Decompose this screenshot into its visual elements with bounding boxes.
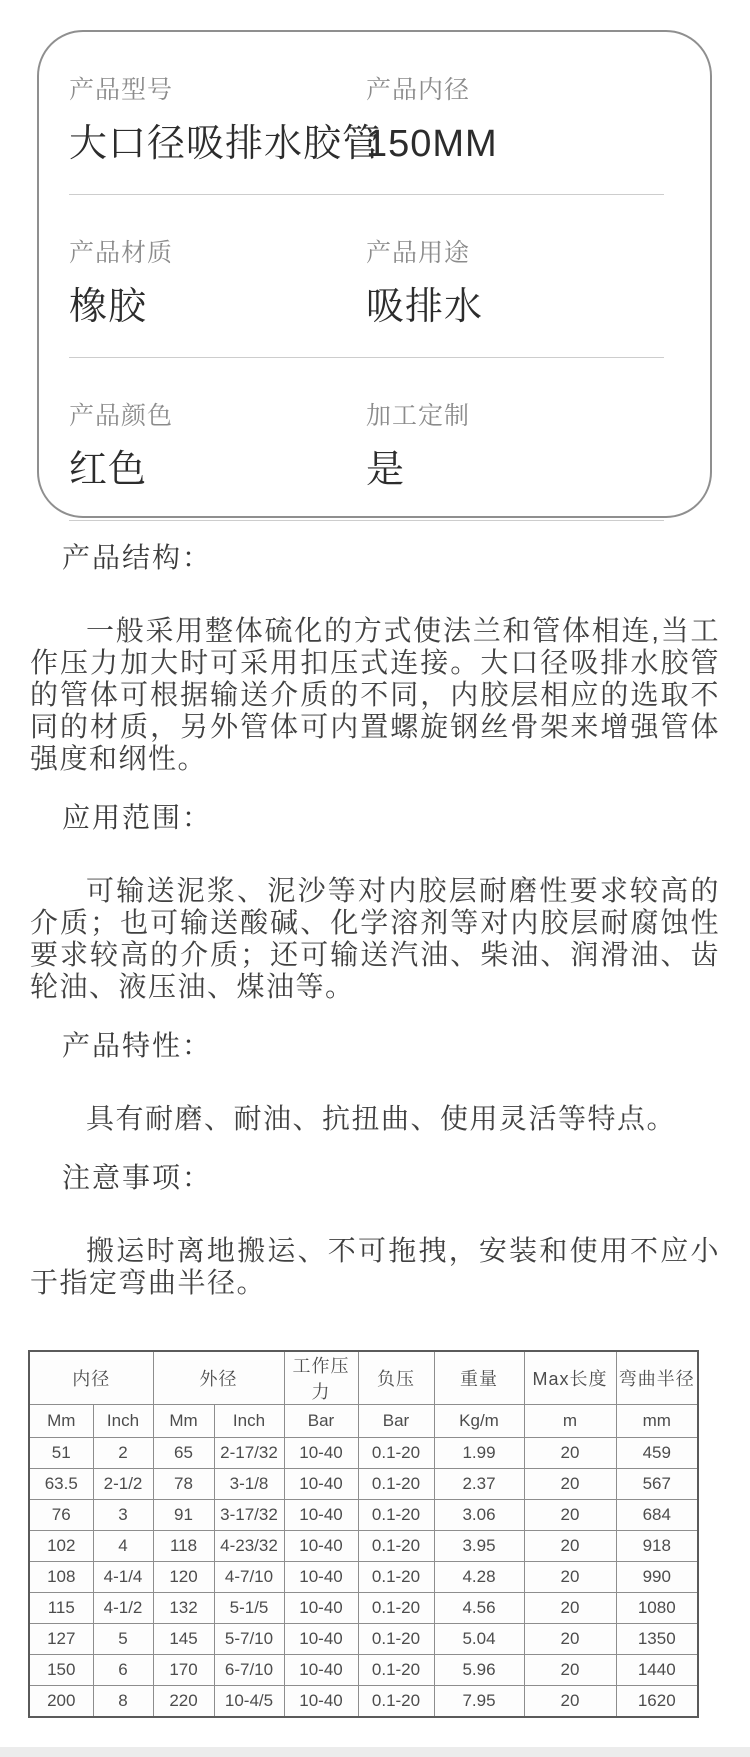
table-cell: 145 xyxy=(153,1624,214,1655)
table-cell: 150 xyxy=(29,1655,93,1686)
spec-field-label: 产品材质 xyxy=(69,239,174,267)
table-cell: 65 xyxy=(153,1438,214,1469)
section-title: 注意事项： xyxy=(62,1162,213,1193)
table-cell: 20 xyxy=(524,1500,616,1531)
table-cell: 10-40 xyxy=(284,1686,358,1717)
table-cell: 2 xyxy=(93,1438,153,1469)
table-cell: 102 xyxy=(29,1531,93,1562)
table-header-cell: 重量 xyxy=(434,1351,524,1405)
spec-field-usage xyxy=(366,237,664,331)
table-cell: 3 xyxy=(93,1500,153,1531)
table-cell: 4-1/4 xyxy=(93,1562,153,1593)
table-cell: 10-40 xyxy=(284,1469,358,1500)
table-cell: 0.1-20 xyxy=(358,1500,434,1531)
section-paragraph: 可输送泥浆、泥沙等对内胶层耐磨性要求较高的介质；也可输送酸碱、化学溶剂等对内胶层耐腐蚀性要求较高的介质；还可输送汽油、柴油、润滑油、齿轮油、液压油、煤油等。 xyxy=(30,875,720,1002)
section-paragraph: 一般采用整体硫化的方式使法兰和管体相连,当工作压力加大时可采用扣压式连接。大口径吸排水胶管的管体可根据输送介质的不同，内胶层相应的选取不同的材质，另外管体可内置螺旋钢丝骨架来增强管体强度和纲性。 xyxy=(30,615,720,774)
table-cell: 7.95 xyxy=(434,1686,524,1717)
section-title: 产品结构： xyxy=(62,542,213,573)
spec-field-inner-diameter xyxy=(366,74,664,168)
spec-field-value: 吸排水 xyxy=(366,286,484,328)
table-cell: 20 xyxy=(524,1686,616,1717)
table-cell: 4-1/2 xyxy=(93,1593,153,1624)
section-paragraph: 搬运时离地搬运、不可拖拽，安装和使用不应小于指定弯曲半径。 xyxy=(30,1235,720,1298)
card-divider xyxy=(69,520,664,521)
spec-table-container xyxy=(28,1350,697,1718)
table-cell: 10-40 xyxy=(284,1500,358,1531)
table-unit-cell: Kg/m xyxy=(434,1405,524,1438)
table-header-cell: 外径 xyxy=(153,1351,284,1405)
spec-field-model xyxy=(69,74,382,168)
table-cell: 5 xyxy=(93,1624,153,1655)
table-row xyxy=(29,1562,698,1593)
table-cell: 20 xyxy=(524,1438,616,1469)
table-cell: 1620 xyxy=(616,1686,698,1717)
table-cell: 4-23/32 xyxy=(214,1531,284,1562)
table-cell: 3-17/32 xyxy=(214,1500,284,1531)
section-application xyxy=(30,803,720,1003)
table-cell: 200 xyxy=(29,1686,93,1717)
table-cell: 5-1/5 xyxy=(214,1593,284,1624)
product-spec-card xyxy=(37,30,712,518)
table-cell: 0.1-20 xyxy=(358,1593,434,1624)
spec-row-1 xyxy=(69,72,664,168)
table-cell: 0.1-20 xyxy=(358,1531,434,1562)
table-header-cell: 工作压力 xyxy=(284,1351,358,1405)
table-cell: 220 xyxy=(153,1686,214,1717)
table-cell: 76 xyxy=(29,1500,93,1531)
table-cell: 1350 xyxy=(616,1624,698,1655)
table-cell: 20 xyxy=(524,1469,616,1500)
spec-field-label: 产品型号 xyxy=(69,76,174,104)
table-cell: 8 xyxy=(93,1686,153,1717)
table-cell: 10-4/5 xyxy=(214,1686,284,1717)
table-cell: 10-40 xyxy=(284,1562,358,1593)
table-cell: 0.1-20 xyxy=(358,1686,434,1717)
spec-field-value: 橡胶 xyxy=(69,286,148,328)
table-cell: 115 xyxy=(29,1593,93,1624)
table-cell: 4.28 xyxy=(434,1562,524,1593)
table-cell: 0.1-20 xyxy=(358,1655,434,1686)
table-cell: 0.1-20 xyxy=(358,1562,434,1593)
table-cell: 20 xyxy=(524,1624,616,1655)
table-cell: 459 xyxy=(616,1438,698,1469)
spec-field-value: 红色 xyxy=(69,449,148,491)
table-header-cell: 负压 xyxy=(358,1351,434,1405)
table-cell: 20 xyxy=(524,1562,616,1593)
table-cell: 108 xyxy=(29,1562,93,1593)
section-title: 应用范围： xyxy=(62,802,213,833)
page-bottom-edge xyxy=(0,1747,750,1757)
table-cell: 3.95 xyxy=(434,1531,524,1562)
table-cell: 3-1/8 xyxy=(214,1469,284,1500)
table-cell: 990 xyxy=(616,1562,698,1593)
card-divider xyxy=(69,357,664,358)
table-row xyxy=(29,1655,698,1686)
spec-field-label: 加工定制 xyxy=(366,402,471,430)
section-title: 产品特性： xyxy=(62,1030,213,1061)
table-row xyxy=(29,1593,698,1624)
table-row xyxy=(29,1686,698,1717)
table-cell: 1.99 xyxy=(434,1438,524,1469)
table-cell: 20 xyxy=(524,1593,616,1624)
table-unit-cell: Mm xyxy=(153,1405,214,1438)
table-row xyxy=(29,1624,698,1655)
table-cell: 4 xyxy=(93,1531,153,1562)
table-cell: 20 xyxy=(524,1655,616,1686)
table-cell: 78 xyxy=(153,1469,214,1500)
table-cell: 10-40 xyxy=(284,1593,358,1624)
table-row xyxy=(29,1469,698,1500)
table-unit-cell: Bar xyxy=(358,1405,434,1438)
table-header-cell: Max长度 xyxy=(524,1351,616,1405)
table-cell: 3.06 xyxy=(434,1500,524,1531)
table-unit-cell: Mm xyxy=(29,1405,93,1438)
table-unit-cell: Inch xyxy=(214,1405,284,1438)
table-cell: 0.1-20 xyxy=(358,1469,434,1500)
table-row xyxy=(29,1438,698,1469)
table-cell: 684 xyxy=(616,1500,698,1531)
section-structure xyxy=(30,543,720,775)
section-features xyxy=(30,1031,720,1135)
table-cell: 20 xyxy=(524,1531,616,1562)
table-cell: 4-7/10 xyxy=(214,1562,284,1593)
table-cell: 10-40 xyxy=(284,1438,358,1469)
spec-field-label: 产品用途 xyxy=(366,239,471,267)
table-cell: 5-7/10 xyxy=(214,1624,284,1655)
table-cell: 170 xyxy=(153,1655,214,1686)
table-cell: 51 xyxy=(29,1438,93,1469)
spec-field-label: 产品内径 xyxy=(366,76,471,104)
table-cell: 567 xyxy=(616,1469,698,1500)
spec-table xyxy=(28,1350,699,1718)
spec-field-color xyxy=(69,400,366,494)
table-cell: 118 xyxy=(153,1531,214,1562)
table-header-cell: 弯曲半径 xyxy=(616,1351,698,1405)
table-unit-cell: Bar xyxy=(284,1405,358,1438)
spec-field-material xyxy=(69,237,366,331)
table-header-cell: 内径 xyxy=(29,1351,153,1405)
table-cell: 918 xyxy=(616,1531,698,1562)
table-cell: 91 xyxy=(153,1500,214,1531)
table-cell: 2-17/32 xyxy=(214,1438,284,1469)
spec-field-customizable xyxy=(366,400,664,494)
table-cell: 132 xyxy=(153,1593,214,1624)
section-precautions xyxy=(30,1163,720,1299)
spec-field-label: 产品颜色 xyxy=(69,402,174,430)
table-units-row xyxy=(29,1405,698,1438)
table-unit-cell: Inch xyxy=(93,1405,153,1438)
table-cell: 4.56 xyxy=(434,1593,524,1624)
table-cell: 2.37 xyxy=(434,1469,524,1500)
table-row xyxy=(29,1500,698,1531)
table-cell: 127 xyxy=(29,1624,93,1655)
table-cell: 0.1-20 xyxy=(358,1438,434,1469)
table-cell: 10-40 xyxy=(284,1531,358,1562)
table-cell: 120 xyxy=(153,1562,214,1593)
table-unit-cell: mm xyxy=(616,1405,698,1438)
spec-row-2 xyxy=(69,235,664,331)
table-cell: 0.1-20 xyxy=(358,1624,434,1655)
section-paragraph: 具有耐磨、耐油、抗扭曲、使用灵活等特点。 xyxy=(86,1103,677,1134)
table-cell: 6 xyxy=(93,1655,153,1686)
table-cell: 1080 xyxy=(616,1593,698,1624)
table-cell: 5.96 xyxy=(434,1655,524,1686)
table-cell: 63.5 xyxy=(29,1469,93,1500)
card-divider xyxy=(69,194,664,195)
spec-row-3 xyxy=(69,398,664,494)
table-cell: 6-7/10 xyxy=(214,1655,284,1686)
table-cell: 10-40 xyxy=(284,1624,358,1655)
table-cell: 5.04 xyxy=(434,1624,524,1655)
table-header-row xyxy=(29,1351,698,1405)
spec-field-value: 是 xyxy=(366,449,406,491)
table-cell: 10-40 xyxy=(284,1655,358,1686)
table-cell: 1440 xyxy=(616,1655,698,1686)
product-description xyxy=(0,543,750,1327)
table-row xyxy=(29,1531,698,1562)
table-unit-cell: m xyxy=(524,1405,616,1438)
spec-field-value: 大口径吸排水胶管 xyxy=(69,123,382,165)
spec-field-value: 150MM xyxy=(366,123,498,165)
table-cell: 2-1/2 xyxy=(93,1469,153,1500)
